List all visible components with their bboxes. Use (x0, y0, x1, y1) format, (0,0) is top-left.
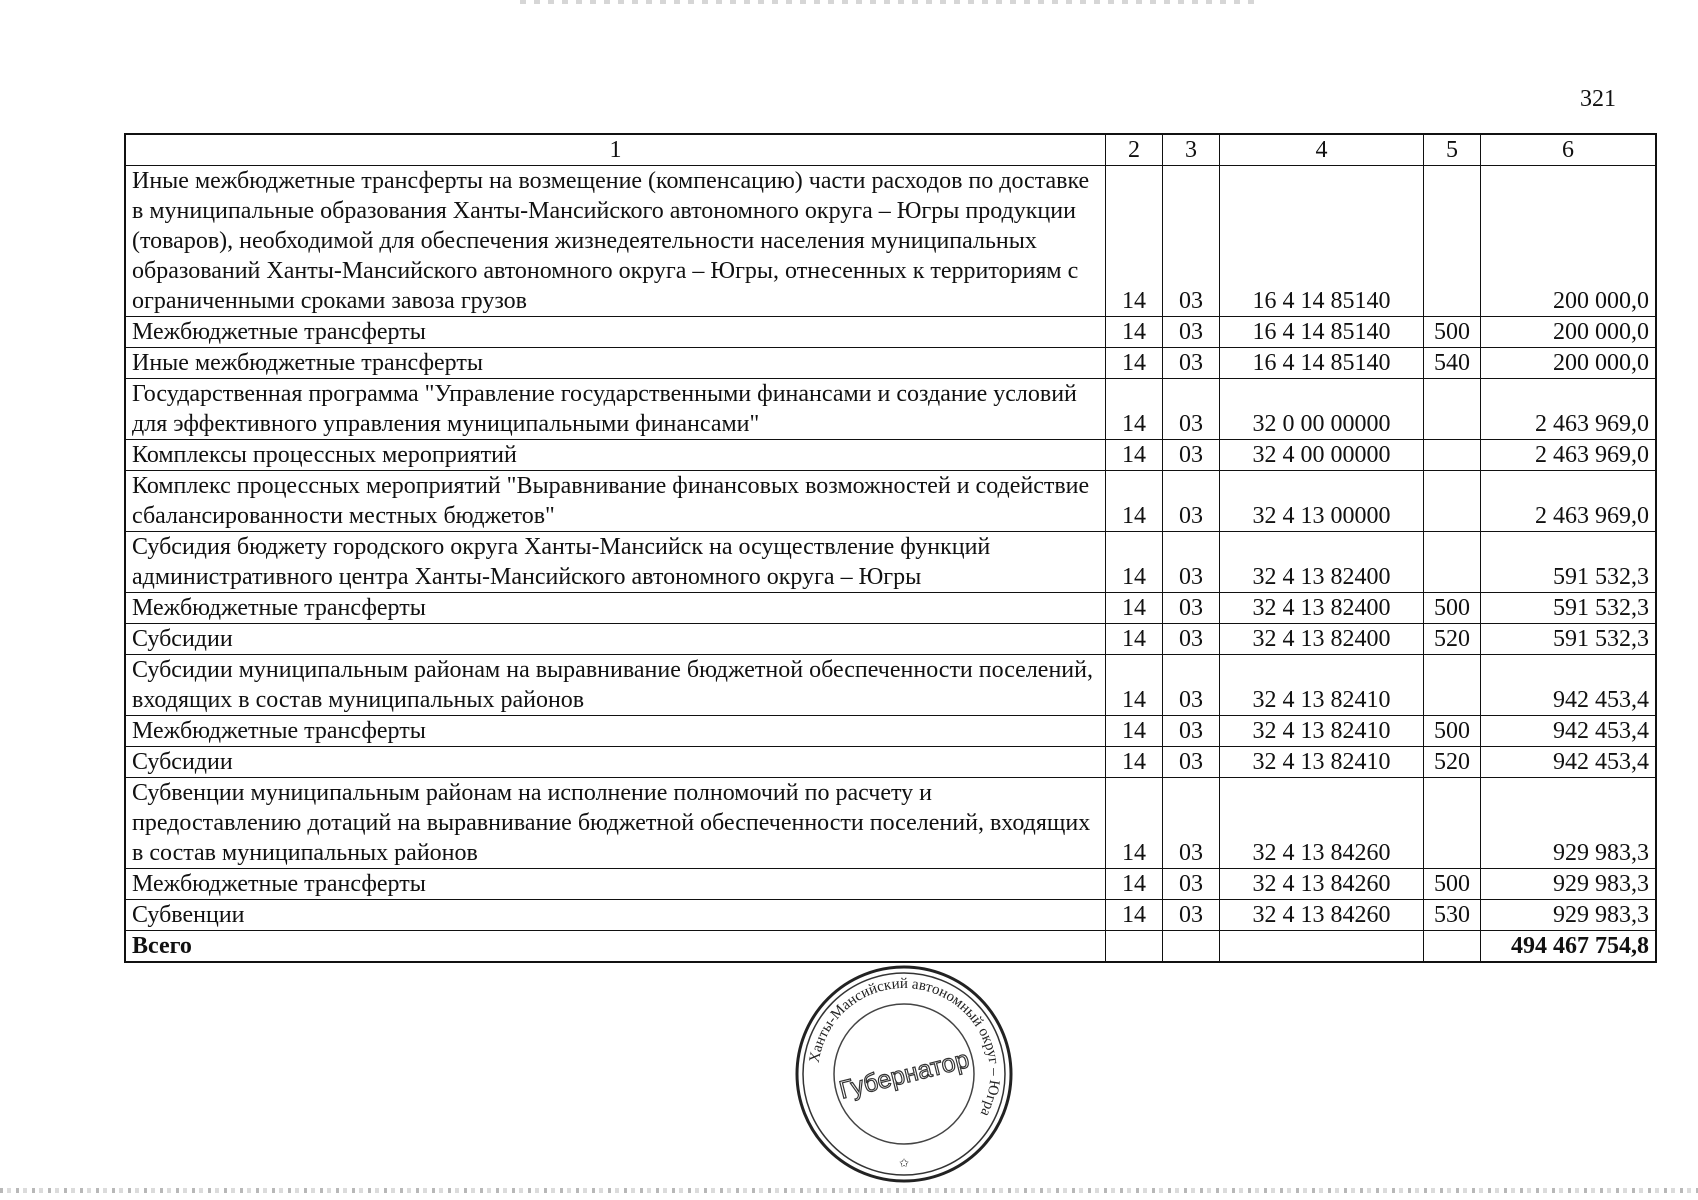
row-name: Межбюджетные трансферты (126, 869, 1106, 900)
row-sum: 591 532,3 (1481, 624, 1656, 655)
total-empty-pr (1163, 931, 1220, 962)
table-row (126, 348, 1656, 379)
table-row (126, 379, 1656, 440)
row-target-article: 32 0 00 00000 (1220, 379, 1424, 440)
row-section: 14 (1106, 379, 1163, 440)
table-row (126, 532, 1656, 593)
row-subsection: 03 (1163, 900, 1220, 931)
governor-seal (793, 963, 1015, 1185)
total-label: Всего (126, 931, 1106, 962)
row-sum: 2 463 969,0 (1481, 379, 1656, 440)
row-name: Субсидии (126, 747, 1106, 778)
seal-center-text: Губернатор (836, 1045, 972, 1105)
table-row (126, 747, 1656, 778)
row-expense-type: 500 (1424, 869, 1481, 900)
row-name: Субсидия бюджету городского округа Ханты-Мансийск на осуществление функций административного центра Ханты-Мансийского автономного округа – Югры (126, 532, 1106, 593)
header-col-6: 6 (1481, 135, 1656, 166)
row-name: Комплекс процессных мероприятий "Выравнивание финансовых возможностей и содействие сбалансированности местных бюджетов" (126, 471, 1106, 532)
row-subsection: 03 (1163, 166, 1220, 317)
scan-artifact-top (520, 0, 1260, 4)
page-number: 321 (1580, 86, 1616, 112)
row-target-article: 32 4 13 82400 (1220, 593, 1424, 624)
total-empty-vr (1424, 931, 1481, 962)
row-expense-type: 500 (1424, 317, 1481, 348)
row-name: Межбюджетные трансферты (126, 593, 1106, 624)
row-section: 14 (1106, 624, 1163, 655)
row-sum: 2 463 969,0 (1481, 471, 1656, 532)
row-target-article: 32 4 13 82410 (1220, 655, 1424, 716)
row-name: Иные межбюджетные трансферты (126, 348, 1106, 379)
row-target-article: 32 4 13 82400 (1220, 624, 1424, 655)
row-expense-type: 500 (1424, 593, 1481, 624)
row-section: 14 (1106, 716, 1163, 747)
table-row (126, 716, 1656, 747)
row-name: Субсидии (126, 624, 1106, 655)
row-name: Субвенции (126, 900, 1106, 931)
row-subsection: 03 (1163, 379, 1220, 440)
row-target-article: 32 4 13 00000 (1220, 471, 1424, 532)
table-row (126, 869, 1656, 900)
row-expense-type (1424, 471, 1481, 532)
row-section: 14 (1106, 778, 1163, 869)
row-target-article: 32 4 13 82410 (1220, 747, 1424, 778)
row-sum: 942 453,4 (1481, 655, 1656, 716)
row-expense-type (1424, 440, 1481, 471)
row-target-article: 16 4 14 85140 (1220, 166, 1424, 317)
row-subsection: 03 (1163, 655, 1220, 716)
row-target-article: 32 4 13 84260 (1220, 778, 1424, 869)
row-target-article: 32 4 13 84260 (1220, 869, 1424, 900)
row-subsection: 03 (1163, 778, 1220, 869)
row-section: 14 (1106, 348, 1163, 379)
row-sum: 929 983,3 (1481, 778, 1656, 869)
row-expense-type (1424, 778, 1481, 869)
row-name: Субвенции муниципальным районам на исполнение полномочий по расчету и предоставлению дотаций на выравнивание бюджетной обеспеченности поселений, входящих в состав муниципальных районов (126, 778, 1106, 869)
row-expense-type: 520 (1424, 624, 1481, 655)
row-name: Иные межбюджетные трансферты на возмещение (компенсацию) части расходов по доставке в муниципальные образования Ханты-Мансийского автономного округа – Югры продукции (товаров), необходимой для обеспечения жизнедеятельности населения муниципальных образований Ханты-Мансийского автономного округа – Югры, отнесенных к территориям с ограниченными сроками завоза грузов (126, 166, 1106, 317)
total-empty-csr (1220, 931, 1424, 962)
row-expense-type: 540 (1424, 348, 1481, 379)
table-header (126, 135, 1656, 166)
row-sum: 929 983,3 (1481, 900, 1656, 931)
row-expense-type (1424, 532, 1481, 593)
table-row (126, 317, 1656, 348)
row-target-article: 32 4 00 00000 (1220, 440, 1424, 471)
row-expense-type (1424, 166, 1481, 317)
total-empty-rz (1106, 931, 1163, 962)
row-subsection: 03 (1163, 317, 1220, 348)
row-expense-type: 500 (1424, 716, 1481, 747)
row-target-article: 16 4 14 85140 (1220, 348, 1424, 379)
row-sum: 929 983,3 (1481, 869, 1656, 900)
row-name: Межбюджетные трансферты (126, 716, 1106, 747)
header-col-1: 1 (126, 135, 1106, 166)
row-section: 14 (1106, 869, 1163, 900)
table-row (126, 440, 1656, 471)
row-sum: 591 532,3 (1481, 593, 1656, 624)
seal-ring-text: Ханты-Мансийский автономный округ – Югра (806, 975, 1003, 1119)
row-subsection: 03 (1163, 348, 1220, 379)
scan-artifact-bottom (0, 1188, 1698, 1193)
row-section: 14 (1106, 166, 1163, 317)
row-name: Межбюджетные трансферты (126, 317, 1106, 348)
row-subsection: 03 (1163, 747, 1220, 778)
row-section: 14 (1106, 317, 1163, 348)
total-sum: 494 467 754,8 (1481, 931, 1656, 962)
header-col-4: 4 (1220, 135, 1424, 166)
row-subsection: 03 (1163, 471, 1220, 532)
row-subsection: 03 (1163, 593, 1220, 624)
row-section: 14 (1106, 655, 1163, 716)
row-section: 14 (1106, 593, 1163, 624)
row-name: Государственная программа "Управление государственными финансами и создание условий для эффективного управления муниципальными финансами" (126, 379, 1106, 440)
star-icon: ✩ (898, 1156, 910, 1170)
row-sum: 2 463 969,0 (1481, 440, 1656, 471)
row-sum: 200 000,0 (1481, 166, 1656, 317)
table-body (126, 166, 1656, 962)
row-sum: 591 532,3 (1481, 532, 1656, 593)
table-row (126, 900, 1656, 931)
row-target-article: 32 4 13 82400 (1220, 532, 1424, 593)
row-subsection: 03 (1163, 716, 1220, 747)
row-subsection: 03 (1163, 532, 1220, 593)
header-row (126, 135, 1656, 166)
row-section: 14 (1106, 747, 1163, 778)
table-row (126, 471, 1656, 532)
table-row (126, 593, 1656, 624)
row-section: 14 (1106, 900, 1163, 931)
table-row (126, 166, 1656, 317)
row-sum: 942 453,4 (1481, 716, 1656, 747)
table-row (126, 624, 1656, 655)
total-row (126, 931, 1656, 962)
row-expense-type: 520 (1424, 747, 1481, 778)
row-sum: 942 453,4 (1481, 747, 1656, 778)
row-expense-type: 530 (1424, 900, 1481, 931)
row-name: Субсидии муниципальным районам на выравнивание бюджетной обеспеченности поселений, входящих в состав муниципальных районов (126, 655, 1106, 716)
row-name: Комплексы процессных мероприятий (126, 440, 1106, 471)
row-expense-type (1424, 379, 1481, 440)
header-col-2: 2 (1106, 135, 1163, 166)
budget-table (125, 134, 1656, 962)
table-row (126, 778, 1656, 869)
row-target-article: 16 4 14 85140 (1220, 317, 1424, 348)
row-subsection: 03 (1163, 624, 1220, 655)
table-row (126, 655, 1656, 716)
row-section: 14 (1106, 532, 1163, 593)
row-sum: 200 000,0 (1481, 317, 1656, 348)
row-target-article: 32 4 13 84260 (1220, 900, 1424, 931)
row-section: 14 (1106, 440, 1163, 471)
header-col-3: 3 (1163, 135, 1220, 166)
row-subsection: 03 (1163, 869, 1220, 900)
row-target-article: 32 4 13 82410 (1220, 716, 1424, 747)
row-expense-type (1424, 655, 1481, 716)
header-col-5: 5 (1424, 135, 1481, 166)
row-section: 14 (1106, 471, 1163, 532)
row-subsection: 03 (1163, 440, 1220, 471)
row-sum: 200 000,0 (1481, 348, 1656, 379)
